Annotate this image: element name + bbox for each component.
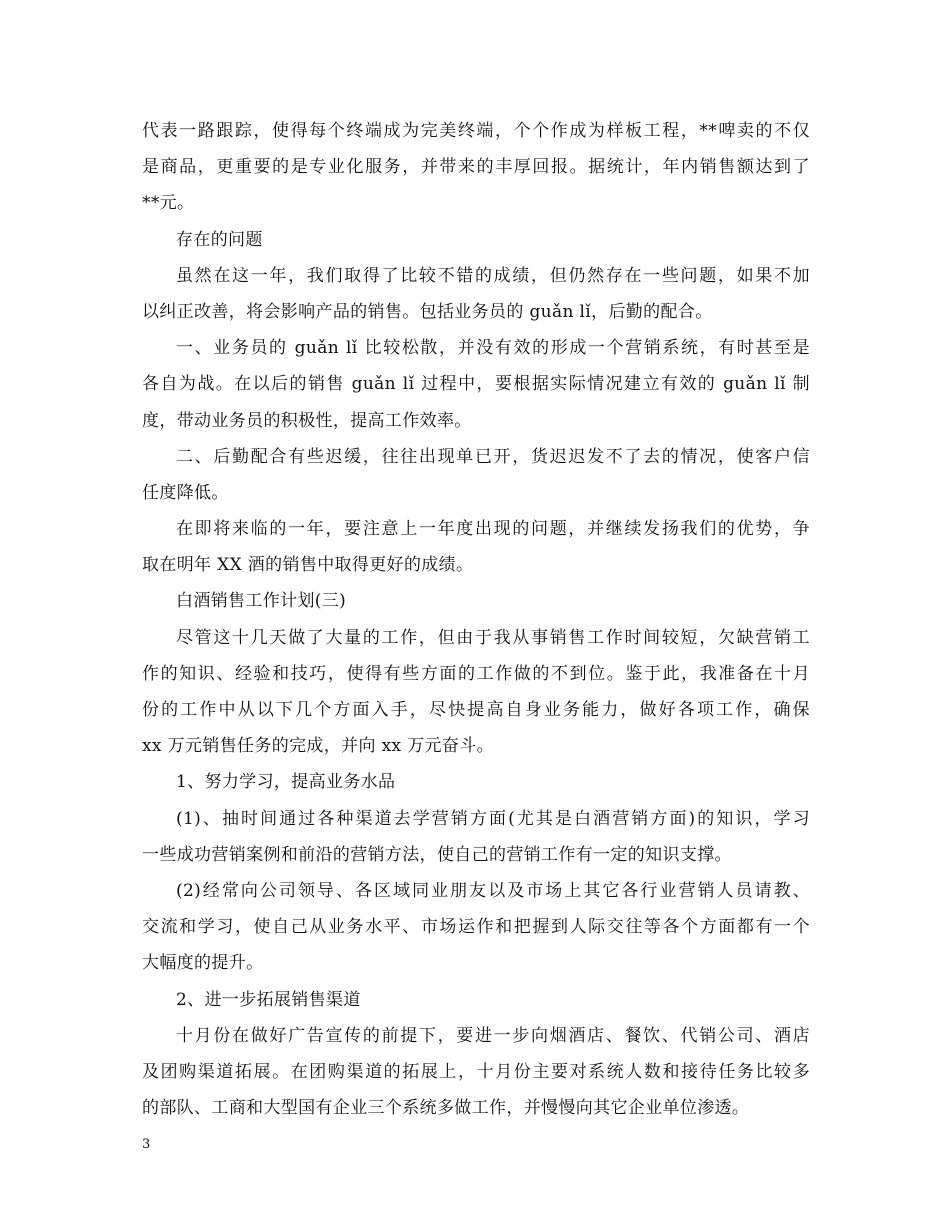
text-line: 大幅度的提升。 <box>142 953 264 974</box>
text-line: 在即将来临的一年，要注意上一年度出现的问题，并继续发扬我们的优势，争 <box>176 519 810 540</box>
text-line: 以纠正改善，将会影响产品的销售。包括业务员的 guǎn lǐ，后勤的配合。 <box>142 301 713 322</box>
text-line: 尽管这十几天做了大量的工作，但由于我从事销售工作时间较短，欠缺营销工 <box>176 627 810 648</box>
text-line: 1、努力学习，提高业务水品 <box>176 772 396 793</box>
page-number: 3 <box>142 1137 151 1152</box>
text-line: 十月份在做好广告宣传的前提下，要进一步向烟酒店、餐饮、代销公司、酒店 <box>176 1025 810 1046</box>
text-line: 一些成功营销案例和前沿的营销方法，使自己的营销工作有一定的知识支撑。 <box>142 844 732 865</box>
text-line: 各自为战。在以后的销售 guǎn lǐ 过程中，要根据实际情况建立有效的 guǎn lǐ 制 <box>142 374 810 395</box>
text-line: 代表一路跟踪，使得每个终端成为完美终端，个个作成为样板工程，**啤卖的不仅 <box>142 121 810 141</box>
text-line: 虽然在这一年，我们取得了比较不错的成绩，但仍然存在一些问题，如果不加 <box>176 265 810 286</box>
text-line: 交流和学习，使自己从业务水平、市场运作和把握到人际交往等各个方面都有一个 <box>142 917 810 938</box>
text-line: 作的知识、经验和技巧，使得有些方面的工作做的不到位。鉴于此，我准备在十月 <box>142 663 810 684</box>
text-line: 二、后勤配合有些迟缓，往往出现单已开，货迟迟发不了去的情况，使客户信 <box>176 446 810 467</box>
text-line: 是商品，更重要的是专业化服务，并带来的丰厚回报。据统计，年内销售额达到了 <box>142 157 810 178</box>
document-body <box>142 113 810 1126</box>
text-line: (2)经常向公司领导、各区域同业朋友以及市场上其它各行业营销人员请教、 <box>176 880 810 901</box>
text-line: xx 万元销售任务的完成，并向 xx 万元奋斗。 <box>142 736 494 757</box>
text-line: 份的工作中从以下几个方面入手，尽快提高自身业务能力，做好各项工作，确保 <box>142 700 810 720</box>
text-line: 度，带动业务员的积极性，提高工作效率。 <box>142 410 472 431</box>
text-line: 取在明年 XX 酒的销售中取得更好的成绩。 <box>142 555 474 576</box>
text-line: **元。 <box>142 193 195 214</box>
text-line: 的部队、工商和大型国有企业三个系统多做工作，并慢慢向其它企业单位渗透。 <box>142 1098 750 1119</box>
text-line: 任度降低。 <box>142 482 229 503</box>
text-line: 白酒销售工作计划(三) <box>176 591 347 612</box>
text-line: (1)、抽时间通过各种渠道去学营销方面(尤其是白酒营销方面)的知识，学习 <box>176 808 810 829</box>
text-line: 存在的问题 <box>176 229 263 250</box>
text-line: 及团购渠道拓展。在团购渠道的拓展上，十月份主要对系统人数和接待任务比较多 <box>142 1061 810 1082</box>
text-line: 一、业务员的 guǎn lǐ 比较松散，并没有效的形成一个营销系统，有时甚至是 <box>176 338 810 359</box>
text-line: 2、进一步拓展销售渠道 <box>176 989 361 1010</box>
